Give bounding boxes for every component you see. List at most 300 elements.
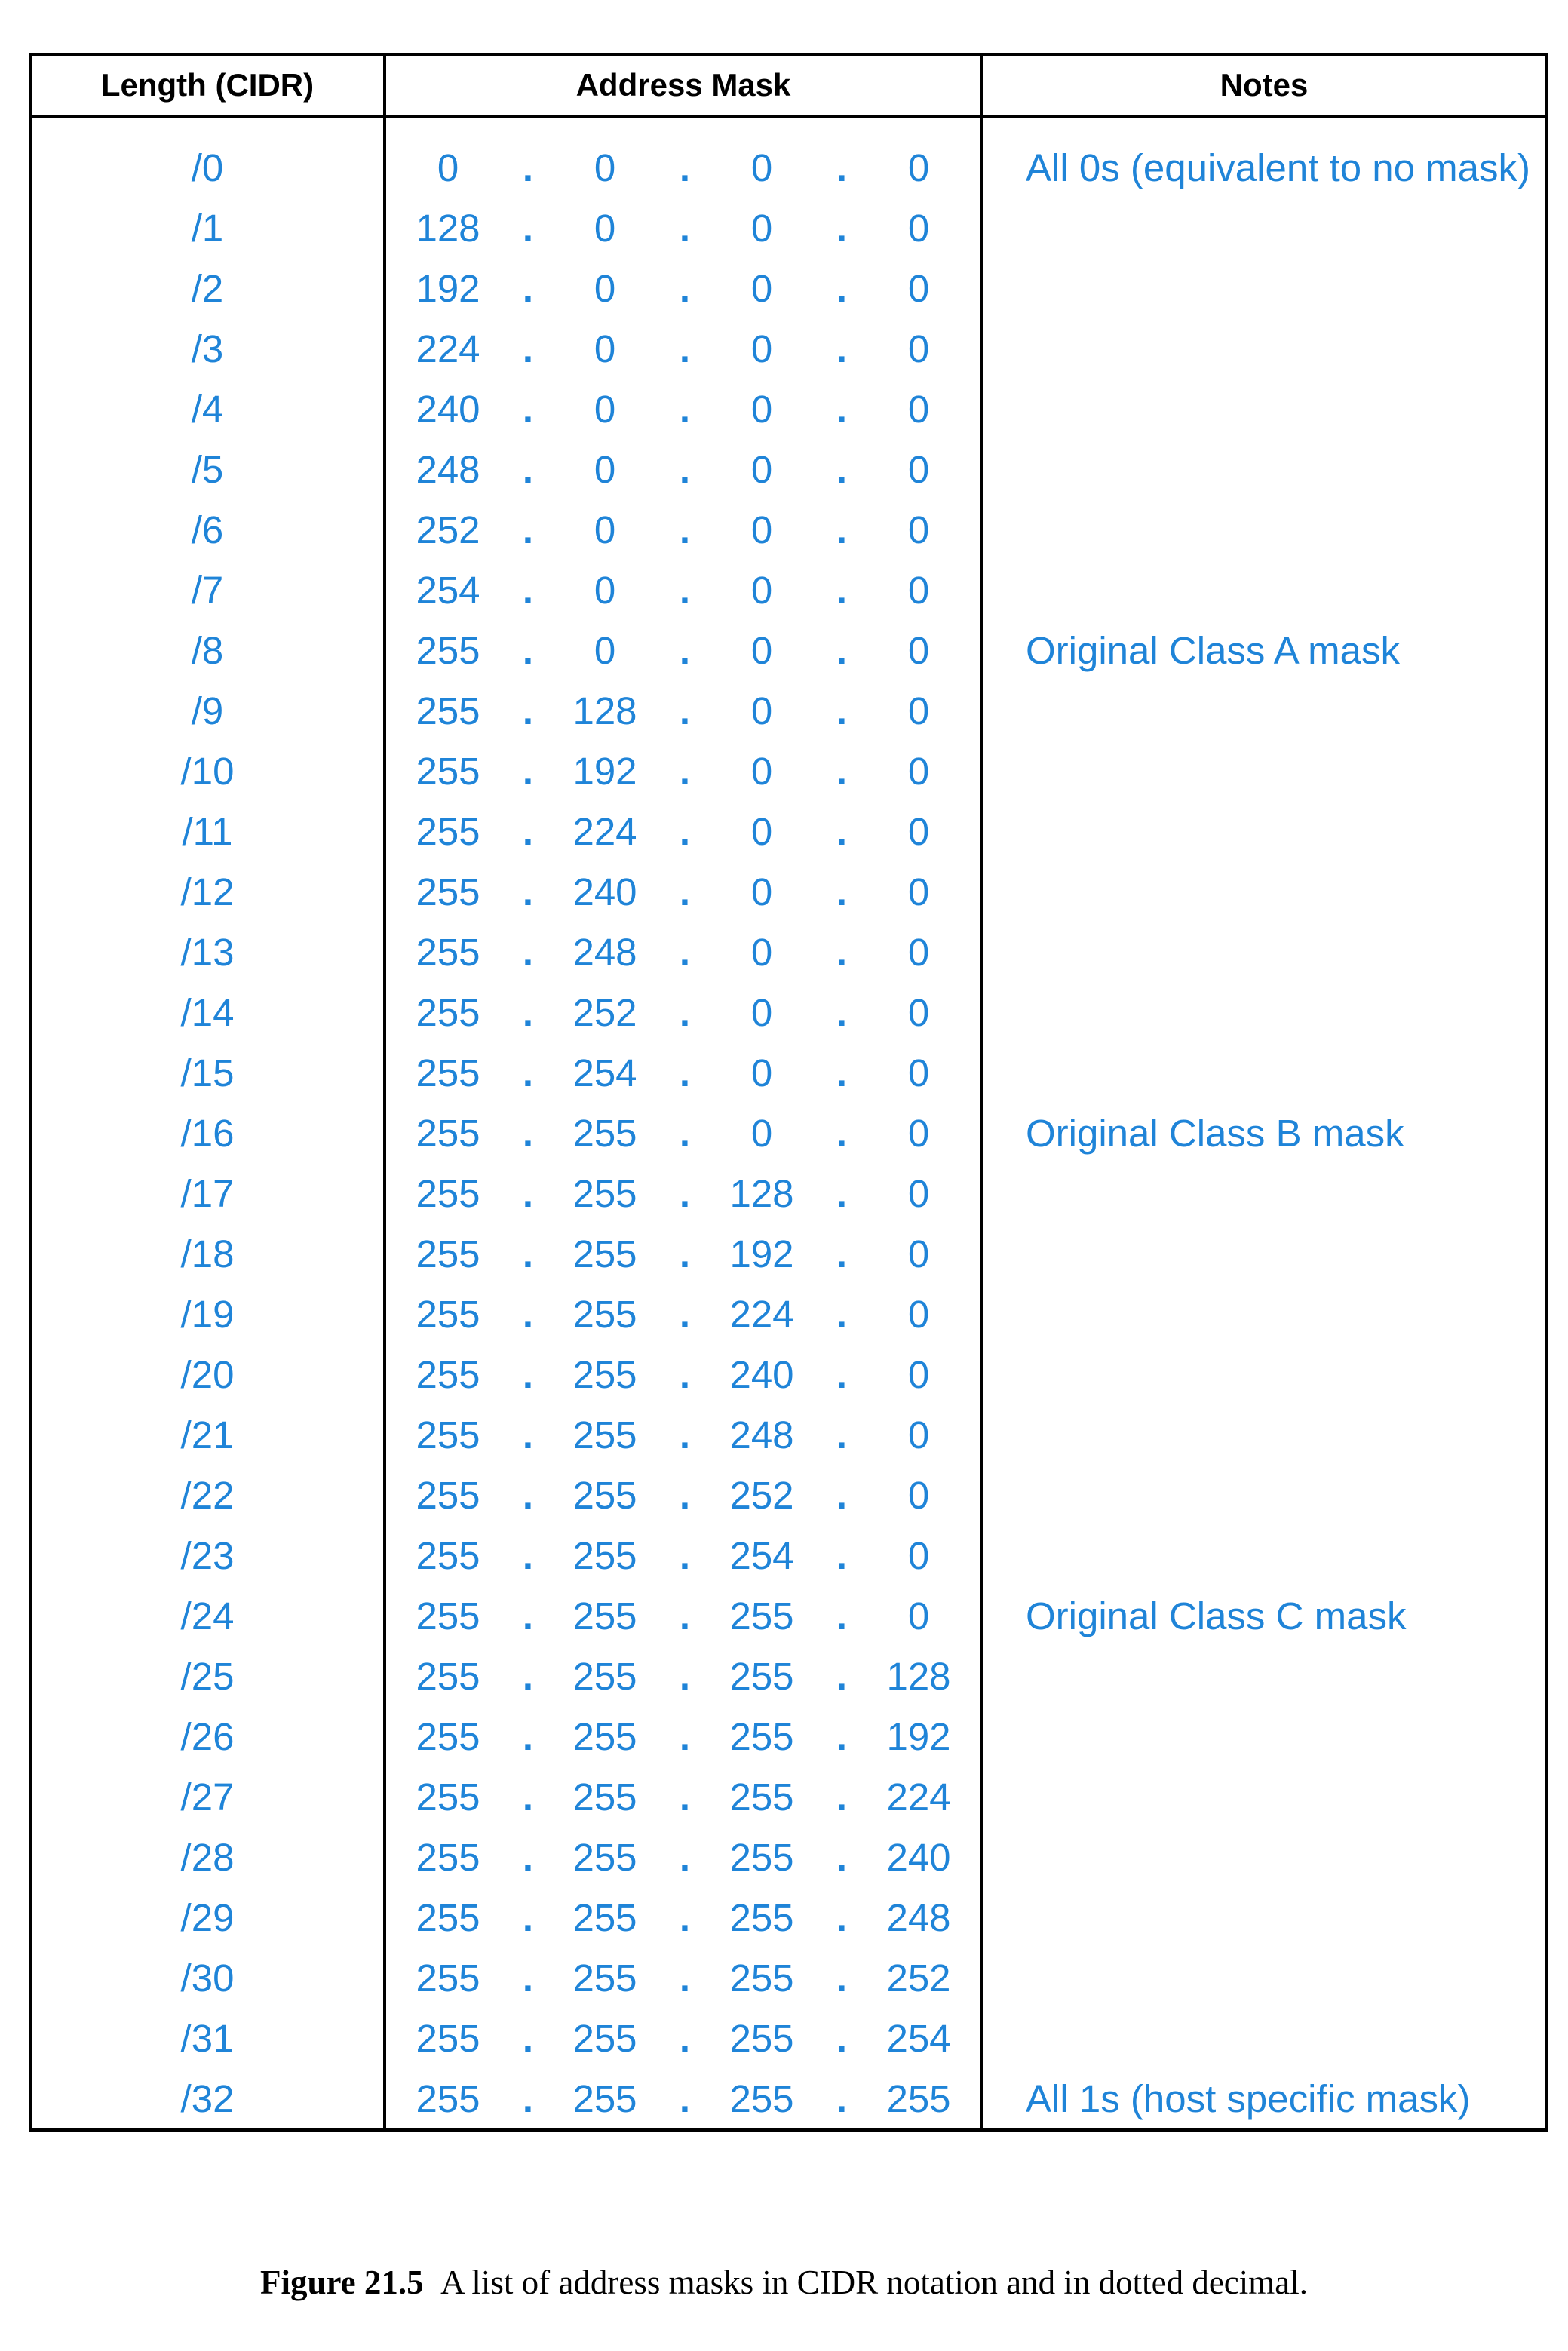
mask-octet-2: 255	[572, 1293, 637, 1336]
octet-separator: .	[836, 1353, 848, 1396]
mask-octet-4: 254	[886, 2017, 951, 2060]
mask-octet-1: 0	[437, 146, 459, 189]
octet-separator: .	[522, 1051, 534, 1094]
cidr-length: /32	[180, 2077, 235, 2120]
octet-separator: .	[679, 1293, 691, 1336]
cidr-length: /25	[180, 1655, 235, 1698]
mask-octet-4: 252	[886, 1957, 951, 2000]
mask-octet-2: 0	[594, 448, 616, 491]
mask-octet-2: 254	[572, 1051, 637, 1094]
table-row	[32, 1707, 1545, 1767]
mask-octet-3: 255	[729, 1715, 794, 1758]
mask-octet-4: 224	[886, 1776, 951, 1818]
mask-octet-1: 255	[416, 1232, 480, 1275]
header-notes: Notes	[1220, 67, 1309, 103]
octet-separator: .	[679, 327, 691, 370]
mask-octet-4: 0	[907, 1051, 930, 1094]
octet-separator: .	[836, 689, 848, 732]
mask-octet-4: 0	[907, 569, 930, 612]
mask-octet-4: 0	[907, 1534, 930, 1577]
cidr-length: /10	[180, 750, 235, 793]
mask-octet-1: 255	[416, 1353, 480, 1396]
octet-separator: .	[836, 1957, 848, 2000]
cidr-length: /31	[180, 2017, 235, 2060]
mask-octet-4: 0	[907, 1353, 930, 1396]
mask-octet-2: 255	[572, 1655, 637, 1698]
octet-separator: .	[836, 448, 848, 491]
mask-octet-3: 0	[750, 508, 773, 551]
octet-separator: .	[679, 1715, 691, 1758]
mask-octet-1: 240	[416, 388, 480, 431]
octet-separator: .	[522, 810, 534, 853]
table-row	[32, 1224, 1545, 1284]
mask-octet-1: 255	[416, 2077, 480, 2120]
mask-octet-4: 0	[907, 1232, 930, 1275]
mask-octet-4: 0	[907, 267, 930, 310]
mask-octet-3: 0	[750, 569, 773, 612]
octet-separator: .	[522, 2077, 534, 2120]
octet-separator: .	[836, 1655, 848, 1698]
table-row	[32, 862, 1545, 922]
mask-octet-4: 0	[907, 629, 930, 672]
octet-separator: .	[522, 2017, 534, 2060]
octet-separator: .	[522, 1715, 534, 1758]
octet-separator: .	[679, 1172, 691, 1215]
octet-separator: .	[836, 1534, 848, 1577]
cidr-length: /13	[180, 931, 235, 974]
mask-octet-3: 255	[729, 1836, 794, 1879]
octet-separator: .	[522, 1957, 534, 2000]
table-row	[32, 1164, 1545, 1224]
octet-separator: .	[679, 1474, 691, 1517]
mask-octet-1: 255	[416, 1172, 480, 1215]
mask-octet-4: 0	[907, 388, 930, 431]
mask-octet-3: 0	[750, 629, 773, 672]
mask-octet-2: 0	[594, 267, 616, 310]
cidr-length: /26	[180, 1715, 235, 1758]
mask-octet-4: 0	[907, 1293, 930, 1336]
octet-separator: .	[679, 810, 691, 853]
octet-separator: .	[522, 1112, 534, 1155]
octet-separator: .	[679, 1594, 691, 1637]
octet-separator: .	[679, 1534, 691, 1577]
table-row	[32, 1647, 1545, 1707]
table-row	[32, 2009, 1545, 2069]
header-length: Length (CIDR)	[100, 67, 315, 103]
cidr-length: /24	[180, 1594, 235, 1637]
mask-octet-1: 255	[416, 1413, 480, 1456]
mask-octet-1: 255	[416, 1534, 480, 1577]
mask-octet-3: 0	[750, 146, 773, 189]
octet-separator: .	[836, 1836, 848, 1879]
octet-separator: .	[679, 1413, 691, 1456]
octet-separator: .	[836, 1051, 848, 1094]
mask-octet-2: 255	[572, 1112, 637, 1155]
mask-octet-4: 0	[907, 448, 930, 491]
mask-octet-2: 255	[572, 1232, 637, 1275]
mask-octet-3: 255	[729, 2017, 794, 2060]
table-row	[32, 319, 1545, 379]
cidr-length: /27	[180, 1776, 235, 1818]
octet-separator: .	[836, 146, 848, 189]
octet-separator: .	[679, 931, 691, 974]
octet-separator: .	[836, 1293, 848, 1336]
mask-octet-3: 0	[750, 870, 773, 913]
mask-octet-1: 248	[416, 448, 480, 491]
cidr-length: /0	[191, 146, 224, 189]
octet-separator: .	[836, 1413, 848, 1456]
mask-octet-3: 255	[729, 1896, 794, 1939]
mask-octet-2: 255	[572, 1957, 637, 2000]
octet-separator: .	[836, 1474, 848, 1517]
table-row	[32, 440, 1545, 500]
mask-octet-2: 0	[594, 629, 616, 672]
mask-octet-2: 0	[594, 207, 616, 250]
row-note: All 0s (equivalent to no mask)	[1026, 146, 1530, 189]
mask-octet-4: 0	[907, 870, 930, 913]
octet-separator: .	[679, 1655, 691, 1698]
row-note: Original Class B mask	[1026, 1112, 1404, 1155]
octet-separator: .	[522, 1655, 534, 1698]
mask-octet-3: 255	[729, 1776, 794, 1818]
mask-octet-2: 224	[572, 810, 637, 853]
octet-separator: .	[522, 1293, 534, 1336]
mask-octet-4: 0	[907, 508, 930, 551]
octet-separator: .	[679, 1957, 691, 2000]
mask-octet-4: 0	[907, 207, 930, 250]
octet-separator: .	[679, 1051, 691, 1094]
mask-octet-4: 0	[907, 1172, 930, 1215]
mask-octet-3: 0	[750, 388, 773, 431]
octet-separator: .	[836, 750, 848, 793]
mask-octet-2: 255	[572, 1776, 637, 1818]
octet-separator: .	[522, 146, 534, 189]
octet-separator: .	[522, 1413, 534, 1456]
mask-octet-3: 255	[729, 2077, 794, 2120]
mask-octet-1: 255	[416, 629, 480, 672]
cidr-length: /19	[180, 1293, 235, 1336]
mask-octet-1: 255	[416, 1715, 480, 1758]
cidr-length: /23	[180, 1534, 235, 1577]
table-row	[32, 1405, 1545, 1466]
octet-separator: .	[836, 1232, 848, 1275]
mask-octet-1: 255	[416, 810, 480, 853]
octet-separator: .	[836, 569, 848, 612]
octet-separator: .	[522, 448, 534, 491]
octet-separator: .	[679, 146, 691, 189]
octet-separator: .	[836, 267, 848, 310]
cidr-length: /1	[191, 207, 224, 250]
octet-separator: .	[679, 991, 691, 1034]
mask-octet-4: 0	[907, 327, 930, 370]
octet-separator: .	[522, 388, 534, 431]
octet-separator: .	[679, 569, 691, 612]
cidr-length: /21	[180, 1413, 235, 1456]
cidr-length: /3	[191, 327, 224, 370]
mask-octet-3: 240	[729, 1353, 794, 1396]
mask-octet-2: 128	[572, 689, 637, 732]
octet-separator: .	[836, 931, 848, 974]
mask-octet-3: 192	[729, 1232, 794, 1275]
mask-octet-3: 255	[729, 1655, 794, 1698]
mask-octet-4: 0	[907, 750, 930, 793]
table-row	[32, 681, 1545, 741]
cidr-length: /20	[180, 1353, 235, 1396]
mask-octet-2: 0	[594, 146, 616, 189]
mask-octet-4: 255	[886, 2077, 951, 2120]
table-row	[32, 621, 1545, 681]
octet-separator: .	[836, 2077, 848, 2120]
octet-separator: .	[679, 388, 691, 431]
octet-separator: .	[522, 207, 534, 250]
cidr-length: /5	[191, 448, 224, 491]
mask-octet-3: 0	[750, 931, 773, 974]
table-row	[32, 802, 1545, 862]
mask-octet-4: 0	[907, 689, 930, 732]
mask-octet-1: 255	[416, 1474, 480, 1517]
octet-separator: .	[522, 1836, 534, 1879]
table-row	[32, 1828, 1545, 1888]
octet-separator: .	[679, 689, 691, 732]
octet-separator: .	[522, 991, 534, 1034]
mask-octet-4: 128	[886, 1655, 951, 1698]
figure-caption-label: Figure 21.5	[259, 2264, 424, 2301]
octet-separator: .	[679, 448, 691, 491]
mask-octet-2: 255	[572, 2017, 637, 2060]
octet-separator: .	[836, 388, 848, 431]
table-row	[32, 1767, 1545, 1828]
mask-octet-1: 255	[416, 1051, 480, 1094]
mask-octet-3: 0	[750, 448, 773, 491]
octet-separator: .	[836, 207, 848, 250]
mask-octet-2: 255	[572, 1896, 637, 1939]
cidr-length: /15	[180, 1051, 235, 1094]
cidr-length: /17	[180, 1172, 235, 1215]
octet-separator: .	[836, 629, 848, 672]
mask-octet-2: 255	[572, 1474, 637, 1517]
mask-octet-1: 255	[416, 931, 480, 974]
mask-octet-2: 192	[572, 750, 637, 793]
octet-separator: .	[679, 1232, 691, 1275]
mask-octet-4: 240	[886, 1836, 951, 1879]
cidr-length: /30	[180, 1957, 235, 2000]
octet-separator: .	[836, 1172, 848, 1215]
cidr-mask-table	[29, 53, 1548, 2132]
table-row	[32, 1284, 1545, 1345]
octet-separator: .	[836, 1112, 848, 1155]
cidr-length: /22	[180, 1474, 235, 1517]
cidr-length: /28	[180, 1836, 235, 1879]
octet-separator: .	[679, 267, 691, 310]
mask-octet-4: 0	[907, 931, 930, 974]
mask-octet-4: 0	[907, 1112, 930, 1155]
table-row	[32, 138, 1545, 198]
table-row	[32, 1103, 1545, 1164]
octet-separator: .	[522, 1353, 534, 1396]
octet-separator: .	[679, 629, 691, 672]
mask-octet-1: 255	[416, 1836, 480, 1879]
cidr-length: /4	[191, 388, 224, 431]
octet-separator: .	[836, 508, 848, 551]
octet-separator: .	[522, 750, 534, 793]
octet-separator: .	[522, 569, 534, 612]
cidr-length: /18	[180, 1232, 235, 1275]
table-row	[32, 1043, 1545, 1103]
mask-octet-1: 255	[416, 689, 480, 732]
table-row	[32, 1466, 1545, 1526]
mask-octet-3: 0	[750, 327, 773, 370]
header-divider	[32, 115, 1545, 118]
mask-octet-3: 0	[750, 267, 773, 310]
mask-octet-2: 0	[594, 388, 616, 431]
mask-octet-4: 0	[907, 1594, 930, 1637]
mask-octet-3: 0	[750, 689, 773, 732]
octet-separator: .	[522, 1896, 534, 1939]
mask-octet-1: 255	[416, 991, 480, 1034]
mask-octet-1: 255	[416, 1112, 480, 1155]
octet-separator: .	[836, 327, 848, 370]
table-row	[32, 379, 1545, 440]
octet-separator: .	[679, 750, 691, 793]
mask-octet-1: 255	[416, 1293, 480, 1336]
mask-octet-3: 0	[750, 991, 773, 1034]
octet-separator: .	[836, 1776, 848, 1818]
cidr-length: /11	[182, 810, 233, 853]
mask-octet-2: 255	[572, 1534, 637, 1577]
mask-octet-4: 192	[886, 1715, 951, 1758]
octet-separator: .	[679, 2017, 691, 2060]
cidr-length: /29	[180, 1896, 235, 1939]
mask-octet-3: 248	[729, 1413, 794, 1456]
mask-octet-3: 255	[729, 1594, 794, 1637]
row-note: Original Class C mask	[1026, 1594, 1407, 1637]
octet-separator: .	[522, 1474, 534, 1517]
octet-separator: .	[522, 1594, 534, 1637]
mask-octet-2: 0	[594, 327, 616, 370]
table-row	[32, 198, 1545, 259]
octet-separator: .	[522, 267, 534, 310]
cidr-length: /14	[180, 991, 235, 1034]
octet-separator: .	[679, 1776, 691, 1818]
mask-octet-2: 255	[572, 1172, 637, 1215]
octet-separator: .	[836, 2017, 848, 2060]
mask-octet-2: 252	[572, 991, 637, 1034]
mask-octet-4: 0	[907, 991, 930, 1034]
mask-octet-4: 0	[907, 810, 930, 853]
mask-octet-3: 254	[729, 1534, 794, 1577]
octet-separator: .	[836, 991, 848, 1034]
octet-separator: .	[679, 1353, 691, 1396]
mask-octet-1: 255	[416, 1776, 480, 1818]
octet-separator: .	[522, 931, 534, 974]
cidr-length: /6	[191, 508, 224, 551]
row-note: Original Class A mask	[1026, 629, 1401, 672]
mask-octet-3: 128	[729, 1172, 794, 1215]
mask-octet-2: 255	[572, 1413, 637, 1456]
table-row	[32, 741, 1545, 802]
table-row	[32, 1586, 1545, 1647]
octet-separator: .	[679, 1112, 691, 1155]
table-row	[32, 560, 1545, 621]
row-note: All 1s (host specific mask)	[1026, 2077, 1471, 2120]
mask-octet-4: 0	[907, 1413, 930, 1456]
mask-octet-1: 192	[416, 267, 480, 310]
mask-octet-1: 255	[416, 750, 480, 793]
mask-octet-2: 255	[572, 2077, 637, 2120]
mask-octet-1: 128	[416, 207, 480, 250]
mask-octet-3: 252	[729, 1474, 794, 1517]
mask-octet-3: 255	[729, 1957, 794, 2000]
octet-separator: .	[522, 327, 534, 370]
cidr-length: /12	[180, 870, 235, 913]
octet-separator: .	[522, 1776, 534, 1818]
octet-separator: .	[522, 1232, 534, 1275]
table-row	[32, 2069, 1545, 2129]
mask-octet-3: 0	[750, 1051, 773, 1094]
mask-octet-2: 255	[572, 1594, 637, 1637]
octet-separator: .	[522, 508, 534, 551]
mask-octet-3: 0	[750, 1112, 773, 1155]
mask-octet-1: 254	[416, 569, 480, 612]
mask-octet-2: 0	[594, 569, 616, 612]
figure-caption-text: A list of address masks in CIDR notation and in dotted decimal.	[440, 2264, 1308, 2301]
octet-separator: .	[522, 629, 534, 672]
table-row	[32, 500, 1545, 560]
mask-octet-1: 255	[416, 1896, 480, 1939]
mask-octet-1: 255	[416, 1655, 480, 1698]
mask-octet-1: 224	[416, 327, 480, 370]
mask-octet-4: 248	[886, 1896, 951, 1939]
figure-caption	[0, 2263, 1568, 2302]
octet-separator: .	[836, 810, 848, 853]
mask-octet-1: 255	[416, 2017, 480, 2060]
mask-octet-2: 255	[572, 1836, 637, 1879]
octet-separator: .	[679, 2077, 691, 2120]
octet-separator: .	[836, 1715, 848, 1758]
octet-separator: .	[522, 1172, 534, 1215]
mask-octet-2: 255	[572, 1353, 637, 1396]
mask-octet-4: 0	[907, 146, 930, 189]
octet-separator: .	[836, 1896, 848, 1939]
mask-octet-1: 255	[416, 1957, 480, 2000]
octet-separator: .	[679, 1896, 691, 1939]
mask-octet-2: 248	[572, 931, 637, 974]
mask-octet-1: 255	[416, 870, 480, 913]
cidr-length: /7	[191, 569, 224, 612]
mask-octet-3: 0	[750, 207, 773, 250]
mask-octet-3: 224	[729, 1293, 794, 1336]
table-row	[32, 1345, 1545, 1405]
table-row	[32, 922, 1545, 983]
table-row	[32, 1888, 1545, 1948]
octet-separator: .	[522, 1534, 534, 1577]
octet-separator: .	[522, 689, 534, 732]
mask-octet-3: 0	[750, 810, 773, 853]
mask-octet-1: 255	[416, 1594, 480, 1637]
octet-separator: .	[679, 207, 691, 250]
table-row	[32, 983, 1545, 1043]
octet-separator: .	[679, 870, 691, 913]
header-address-mask: Address Mask	[575, 67, 791, 103]
mask-octet-4: 0	[907, 1474, 930, 1517]
cidr-length: /8	[191, 629, 224, 672]
cidr-length: /16	[180, 1112, 235, 1155]
mask-octet-2: 240	[572, 870, 637, 913]
table-row	[32, 1526, 1545, 1586]
cidr-length: /9	[191, 689, 224, 732]
octet-separator: .	[679, 1836, 691, 1879]
octet-separator: .	[522, 870, 534, 913]
